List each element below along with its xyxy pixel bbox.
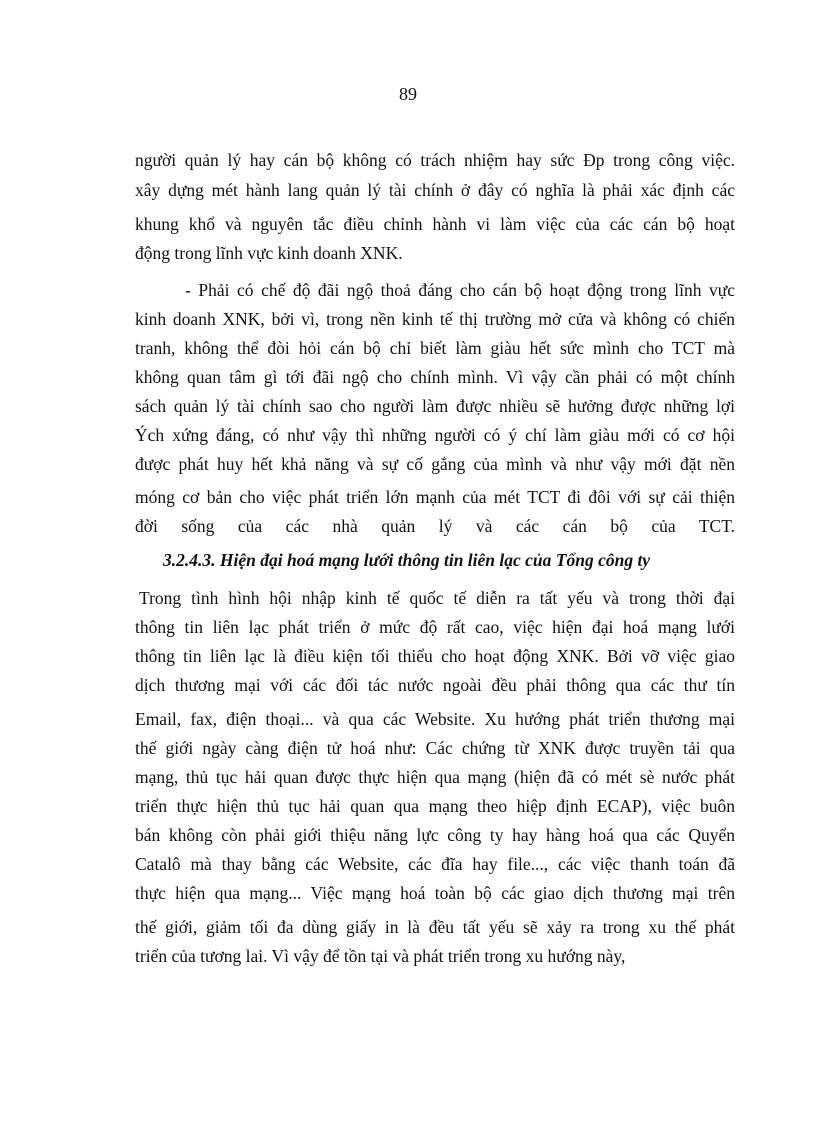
text-line: thông tin liên lạc phát triển ở mức độ rất cao, việc hiện đại hoá mạng lưới [135,617,735,637]
text-line: móng cơ bản cho việc phát triển lớn mạnh của mét TCT đi đôi với sự cải thiện [135,487,735,507]
text-line: sách quản lý tài chính sao cho người làm được nhiều sẽ hưởng được những lợi [135,396,735,416]
text-line: thế giới, giảm tối đa dùng giấy in là đều tất yếu sẽ xảy ra trong xu thế phát [135,917,735,937]
text-line: người quản lý hay cán bộ không có trách nhiệm hay sức Đp trong công việc. [135,150,735,170]
section-heading: 3.2.4.3. Hiện đại hoá mạng lưới thông tin liên lạc của Tổng công ty [163,550,651,570]
text-line: - Phải có chế độ đãi ngộ thoả đáng cho cán bộ hoạt động trong lĩnh vực [185,280,735,300]
text-line: thế giới ngày càng điện tử hoá như: Các chứng từ XNK được truyền tải qua [135,738,735,758]
text-line: động trong lĩnh vực kinh doanh XNK. [135,243,403,263]
text-line: kinh doanh XNK, bởi vì, trong nền kinh tế thị trường mở cửa và không có chiến [135,309,735,329]
text-line: tranh, không thể đòi hỏi cán bộ chỉ biết làm giàu hết sức mình cho TCT mà [135,338,735,358]
text-line: Catalô mà thay bằng các Website, các đĩa hay file..., các việc thanh toán đã [135,854,735,874]
text-line: dịch thương mại với các đối tác nước ngoài đều phải thông qua các thư tín [135,675,735,695]
text-line: mạng, thủ tục hải quan được thực hiện qua mạng (hiện đã có mét sè nước phát [135,767,735,787]
text-line: thực hiện qua mạng... Việc mạng hoá toàn bộ các giao dịch thương mại trên [135,883,735,903]
text-line: bán không còn phải giới thiệu năng lực công ty hay hàng hoá qua các Quyển [135,825,735,845]
text-line: xây dựng mét hành lang quản lý tài chính ở đây có nghĩa là phải xác định các [135,180,735,200]
text-line: thông tin liên lạc là điều kiện tối thiểu cho hoạt động XNK. Bởi vỡ việc giao [135,646,735,666]
text-line: triển thực hiện thủ tục hải quan qua mạng theo hiệp định ECAP), việc buôn [135,796,735,816]
page-number: 89 [399,84,417,104]
text-line: Ých xứng đáng, có như vậy thì những người có ý chí làm giàu mới có cơ hội [135,425,735,445]
text-line: triển của tương lai. Vì vậy để tồn tại và phát triển trong xu hướng này, [135,946,626,966]
text-line: được phát huy hết khả năng và sự cố gắng của mình và như vậy mới đặt nền [135,454,735,474]
text-line: không quan tâm gì tới đãi ngộ cho chính mình. Vì vậy cần phải có một chính [135,367,735,387]
text-line: Email, fax, điện thoại... và qua các Website. Xu hướng phát triển thương mại [135,709,735,729]
text-line: Trong tình hình hội nhập kinh tế quốc tế diễn ra tất yếu và trong thời đại [139,588,735,608]
text-line: đời sống của các nhà quản lý và các cán bộ của TCT. [135,516,735,536]
text-line: khung khổ và nguyên tắc điều chỉnh hành vi làm việc của các cán bộ hoạt [135,214,735,234]
